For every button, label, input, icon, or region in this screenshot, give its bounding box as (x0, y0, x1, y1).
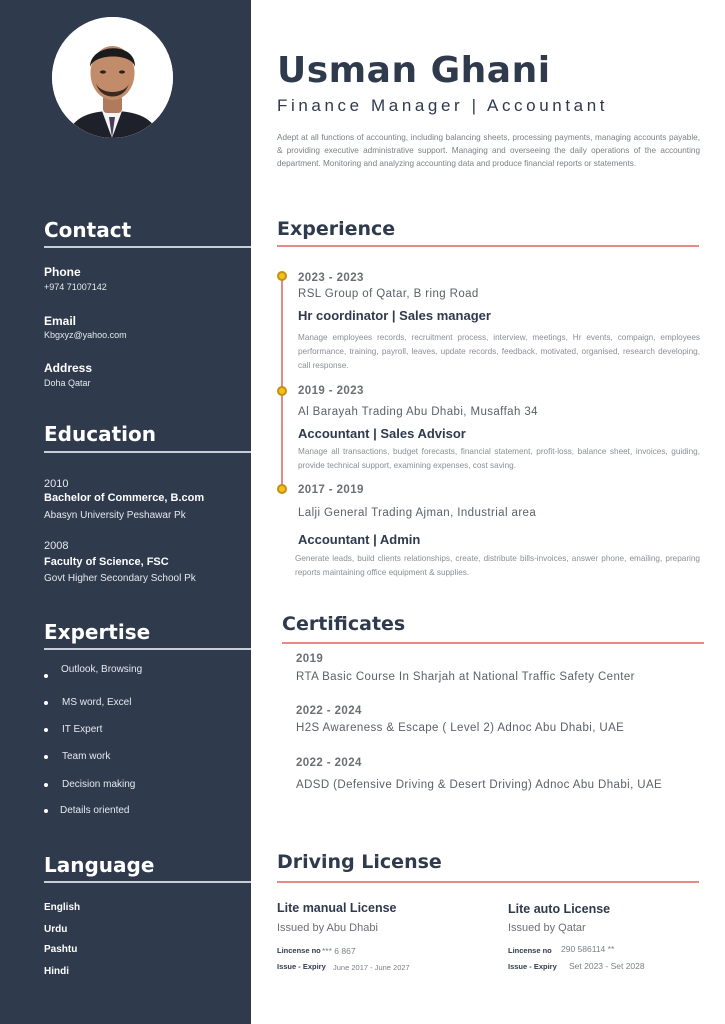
phone-label: Phone (44, 265, 81, 279)
experience-company: RSL Group of Qatar, B ring Road (298, 288, 479, 300)
language-rule (44, 881, 251, 883)
timeline-dot-icon (277, 271, 287, 281)
experience-years: 2017 - 2019 (298, 484, 364, 496)
bullet-icon (44, 674, 48, 678)
license-title: Lite auto License (508, 902, 611, 916)
license-expiry: Set 2023 - Set 2028 (569, 961, 645, 971)
phone-value: +974 71007142 (44, 282, 107, 292)
experience-rule (277, 245, 699, 247)
experience-company: Lalji General Trading Ajman, Industrial area (298, 507, 537, 519)
address-value: Doha Qatar (44, 378, 91, 388)
certificate-name: ADSD (Defensive Driving & Desert Driving) Adnoc Abu Dhabi, UAE (296, 779, 663, 791)
experience-title: Hr coordinator | Sales manager (298, 308, 491, 323)
summary-text: Adept at all functions of accounting, including balancing sheets, processing payments, managing accounts payable, & providing executive administrative support. Managing and overseeing the daily operations of the accounting department. Monitoring and analyzing accounting data and produce financial reports or statements. (277, 133, 700, 168)
certificate-year: 2022 - 2024 (296, 705, 362, 717)
bullet-icon (44, 809, 48, 813)
license-expiry-label: Issue - Expiry (277, 962, 326, 971)
license-expiry-label: Issue - Expiry (508, 962, 557, 971)
education-heading: Education (44, 422, 156, 446)
license-number-label: Lincense no (277, 946, 321, 955)
driving-license-rule (277, 881, 699, 883)
license-issuer: Issued by Abu Dhabi (277, 922, 378, 934)
certificates-heading: Certificates (282, 613, 406, 635)
license-issuer: Issued by Qatar (508, 922, 586, 934)
address-label: Address (44, 361, 93, 375)
certificate-name: RTA Basic Course In Sharjah at National Traffic Safety Center (296, 671, 635, 683)
bullet-icon (44, 701, 48, 705)
education-degree: Bachelor of Commerce, B.com (44, 492, 205, 504)
education-degree: Faculty of Science, FSC (44, 556, 169, 568)
education-school: Govt Higher Secondary School Pk (44, 573, 196, 584)
license-title: Lite manual License (277, 901, 397, 915)
education-year: 2008 (44, 540, 69, 552)
language-heading: Language (44, 853, 155, 877)
contact-rule (44, 246, 251, 248)
experience-company: Al Barayah Trading Abu Dhabi, Musaffah 34 (298, 406, 538, 418)
expertise-item: Decision making (62, 779, 136, 790)
email-value: Kbgxyz@yahoo.com (44, 330, 127, 340)
avatar (52, 17, 173, 138)
timeline-dot-icon (277, 386, 287, 396)
experience-desc: Manage all transactions, budget forecasts, financial statement, profit-loss, balance sheet, invoices, guiding, provide technical support, examining expenses, cost saving. (298, 447, 700, 470)
language-item: Pashtu (44, 944, 78, 955)
expertise-heading: Expertise (44, 620, 151, 644)
certificate-year: 2022 - 2024 (296, 757, 362, 769)
timeline-line (281, 276, 283, 489)
avatar-icon (52, 17, 173, 138)
expertise-rule (44, 648, 251, 650)
language-item: English (44, 902, 81, 913)
education-rule (44, 451, 251, 453)
license-number: *** 6 867 (322, 946, 356, 956)
license-number: 290 586114 ** (561, 944, 615, 954)
expertise-item: Details oriented (60, 805, 130, 816)
timeline-dot-icon (277, 484, 287, 494)
sidebar (0, 0, 251, 1024)
experience-desc: Generate leads, build clients relationships, create, distribute bills-invoices, answer phone, emailing, preparing reports maintaining office equipment & supplies. (295, 554, 700, 577)
education-year: 2010 (44, 478, 69, 490)
expertise-item: MS word, Excel (62, 697, 132, 708)
experience-heading: Experience (277, 218, 396, 240)
expertise-item: Outlook, Browsing (61, 664, 143, 675)
contact-heading: Contact (44, 218, 132, 242)
email-label: Email (44, 314, 77, 328)
person-name: Usman Ghani (277, 50, 551, 91)
experience-title: Accountant | Sales Advisor (298, 426, 466, 441)
license-number-label: Lincense no (508, 946, 552, 955)
bullet-icon (44, 728, 48, 732)
certificate-year: 2019 (296, 653, 324, 665)
language-item: Hindi (44, 966, 69, 977)
experience-years: 2023 - 2023 (298, 272, 364, 284)
certificate-name: H2S Awareness & Escape ( Level 2) Adnoc Abu Dhabi, UAE (296, 722, 625, 734)
expertise-item: IT Expert (62, 724, 103, 735)
bullet-icon (44, 783, 48, 787)
driving-license-heading: Driving License (277, 851, 442, 873)
certificates-rule (282, 642, 704, 644)
experience-title: Accountant | Admin (298, 532, 421, 547)
license-expiry: June 2017 - June 2027 (333, 963, 410, 972)
experience-desc: Manage employees records, recruitment process, interview, meetings, Hr events, compaign, employees performance, training, payroll, leaves, update records, feedback, motivated, organised, research developing, call response. (298, 333, 700, 370)
person-role: Finance Manager | Accountant (277, 96, 609, 115)
language-item: Urdu (44, 924, 68, 935)
education-school: Abasyn University Peshawar Pk (44, 510, 186, 521)
bullet-icon (44, 755, 48, 759)
expertise-item: Team work (62, 751, 111, 762)
experience-years: 2019 - 2023 (298, 385, 364, 397)
